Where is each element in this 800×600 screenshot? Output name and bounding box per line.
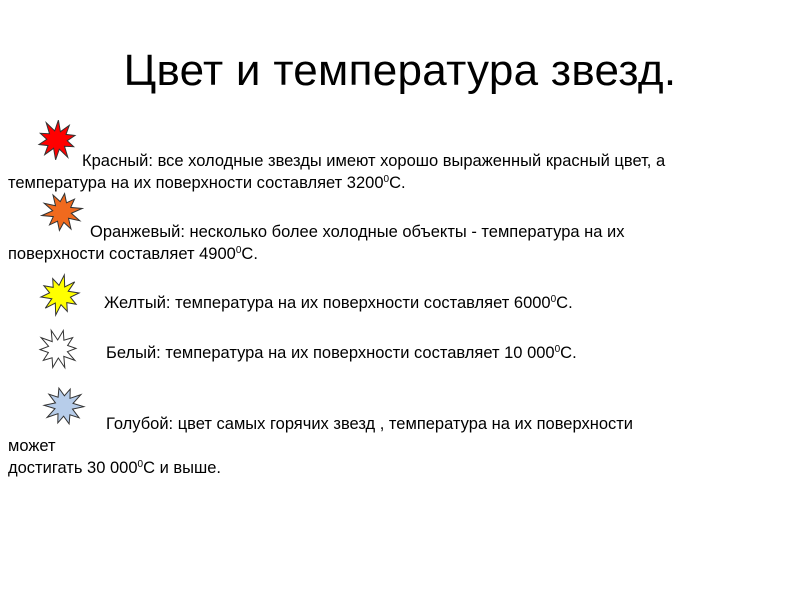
orange-unit: С. <box>241 245 258 263</box>
yellow-unit: С. <box>556 294 573 312</box>
white-temp-text: Белый: температура на их поверхности составляет 10 000 <box>106 344 555 362</box>
red-degree-sup: 0 <box>383 174 390 185</box>
slide-title: Цвет и температура звезд. <box>123 46 677 95</box>
orange-temp-text: поверхности составляет 4900 <box>8 245 236 263</box>
orange-star-description <box>8 221 788 265</box>
blue-line-3 <box>8 457 788 479</box>
red-temp-text: температура на их поверхности составляет 3200 <box>8 174 384 192</box>
red-line-1: Красный: все холодные звезды имеют хорошо выраженный красный цвет, а <box>82 152 666 170</box>
yellow-line-1 <box>8 292 788 314</box>
yellow-star-description <box>8 292 788 314</box>
yellow-temp-text: Желтый: температура на их поверхности составляет 6000 <box>104 294 551 312</box>
white-star-description <box>8 342 788 364</box>
blue-star-description <box>8 413 788 479</box>
orange-degree-sup: 0 <box>235 245 242 256</box>
white-degree-sup: 0 <box>554 344 561 355</box>
blue-line-2: может <box>8 437 56 455</box>
blue-unit: С и выше. <box>143 459 222 477</box>
yellow-degree-sup: 0 <box>550 294 557 305</box>
red-star-description <box>8 150 788 194</box>
orange-line-1: Оранжевый: несколько более холодные объекты - температура на их <box>90 223 625 241</box>
red-line-2 <box>8 172 788 194</box>
blue-line-1: Голубой: цвет самых горячих звезд , температура на их поверхности <box>106 415 634 433</box>
white-unit: С. <box>560 344 577 362</box>
blue-temp-text: достигать 30 000 <box>8 459 138 477</box>
blue-degree-sup: 0 <box>137 459 144 470</box>
red-unit: С. <box>389 174 406 192</box>
orange-line-2 <box>8 243 788 265</box>
white-line-1 <box>8 342 788 364</box>
